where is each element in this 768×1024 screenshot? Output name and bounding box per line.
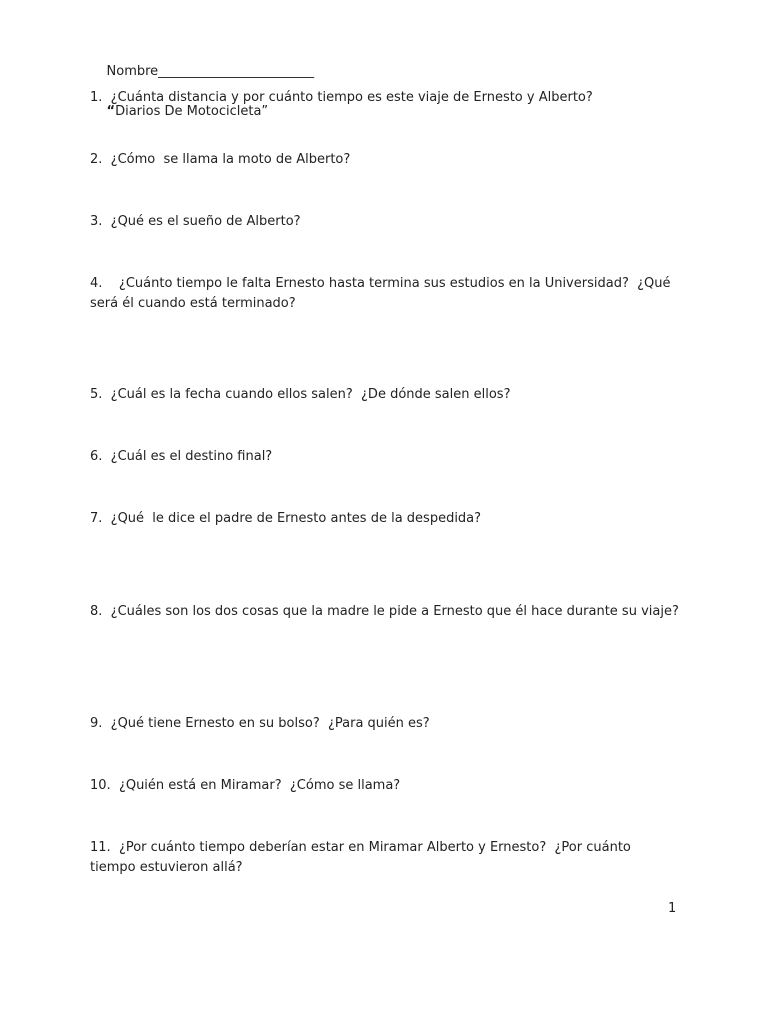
question-4: 4. ¿Cuánto tiempo le falta Ernesto hasta termina sus estudios en la Universidad? ¿Qué será él cuando está terminado? <box>90 276 675 311</box>
question-10: 10. ¿Quién está en Miramar? ¿Cómo se llama? <box>90 778 401 793</box>
question-11: 11. ¿Por cuánto tiempo deberían estar en Miramar Alberto y Ernesto? ¿Por cuánto tiempo estuvieron allá? <box>90 840 636 875</box>
title-open-quote: “ <box>106 104 116 119</box>
question-2: 2. ¿Cómo se llama la moto de Alberto? <box>90 152 351 167</box>
question-7: 7. ¿Qué le dice el padre de Ernesto antes de la despedida? <box>90 511 482 526</box>
question-9: 9. ¿Qué tiene Ernesto en su bolso? ¿Para quién es? <box>90 716 430 731</box>
page-number: 1 <box>668 901 677 916</box>
question-3: 3. ¿Qué es el sueño de Alberto? <box>90 214 301 229</box>
question-8: 8. ¿Cuáles son los dos cosas que la madre le pide a Ernesto que él hace durante su viaje? <box>90 604 679 619</box>
question-6: 6. ¿Cuál es el destino final? <box>90 449 273 464</box>
name-field-label: Nombre________________________ <box>106 64 315 79</box>
worksheet-title: Diarios De Motocicleta” <box>115 104 269 119</box>
question-1: 1. ¿Cuánta distancia y por cuánto tiempo es este viaje de Ernesto y Alberto? <box>90 90 593 105</box>
question-5: 5. ¿Cuál es la fecha cuando ellos salen? ¿De dónde salen ellos? <box>90 387 511 402</box>
